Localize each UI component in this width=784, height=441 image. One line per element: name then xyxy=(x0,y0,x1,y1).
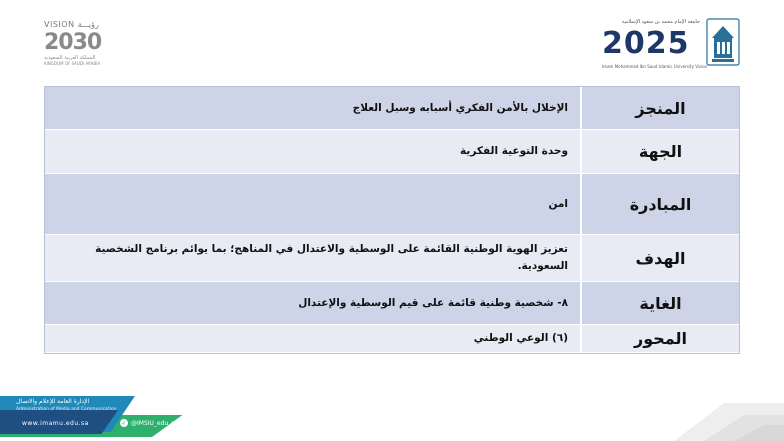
table-row xyxy=(45,130,739,174)
table-row xyxy=(45,174,739,235)
vision-sub-en: KINGDOM OF SAUDI ARABIA xyxy=(44,61,101,66)
row-value-objective: ٨- شخصية وطنية قائمة على قيم الوسطية والإعتدال xyxy=(45,282,580,324)
vision-sub-ar: المملكة العربية السعودية xyxy=(44,55,96,61)
footer-handle-text: @IMSIU_edu_sa xyxy=(131,419,179,427)
vision-number: 2030 xyxy=(44,30,102,55)
footer-admin-en: Administration of Media and Communication xyxy=(16,407,117,412)
university-emblem-icon xyxy=(706,18,740,66)
table-row xyxy=(45,325,739,353)
table-row xyxy=(45,282,739,325)
vision-2030-logo xyxy=(44,20,116,66)
university-2025-sub-text: Imam Mohammad Ibn Saud Islamic University Vision xyxy=(602,64,708,69)
footer-decorative-shapes xyxy=(634,395,784,441)
row-label-initiative: المبادرة xyxy=(580,174,739,234)
row-label-entity: الجهة xyxy=(580,130,739,173)
row-label-achievement: المنجز xyxy=(580,87,739,129)
row-label-objective: الغاية xyxy=(580,282,739,324)
row-value-initiative: امن xyxy=(45,174,580,234)
university-2025-number: 2025 xyxy=(602,26,690,61)
twitter-icon: ✓ xyxy=(121,419,127,427)
table-row xyxy=(45,235,739,282)
row-value-entity: وحدة التوعية الفكرية xyxy=(45,130,580,173)
row-label-axis: المحور xyxy=(580,325,739,352)
footer-website-link[interactable]: www.imamu.edu.sa xyxy=(22,420,89,427)
row-value-goal: تعزيز الهوية الوطنية القائمة على الوسطية والاعتدال في المناهج؛ بما يوائم برنامج الشخصية السعودية. xyxy=(45,235,580,281)
university-2025-top-text: جامعة الإمام محمد بن سعود الإسلامية xyxy=(621,19,700,25)
footer-admin-ar: الإدارة العامة للإعلام والاتصال xyxy=(16,398,90,405)
row-label-goal: الهدف xyxy=(580,235,739,281)
university-2025-logo xyxy=(602,18,708,69)
row-value-axis: (٦) الوعي الوطني xyxy=(45,325,580,352)
achievement-table xyxy=(44,86,740,354)
footer-social-handle[interactable] xyxy=(120,419,178,427)
table-row xyxy=(45,87,739,130)
vision-top-text: VISION رؤيـــة xyxy=(44,20,99,29)
row-value-achievement: الإخلال بالأمن الفكري أسبابه وسبل العلاج xyxy=(45,87,580,129)
